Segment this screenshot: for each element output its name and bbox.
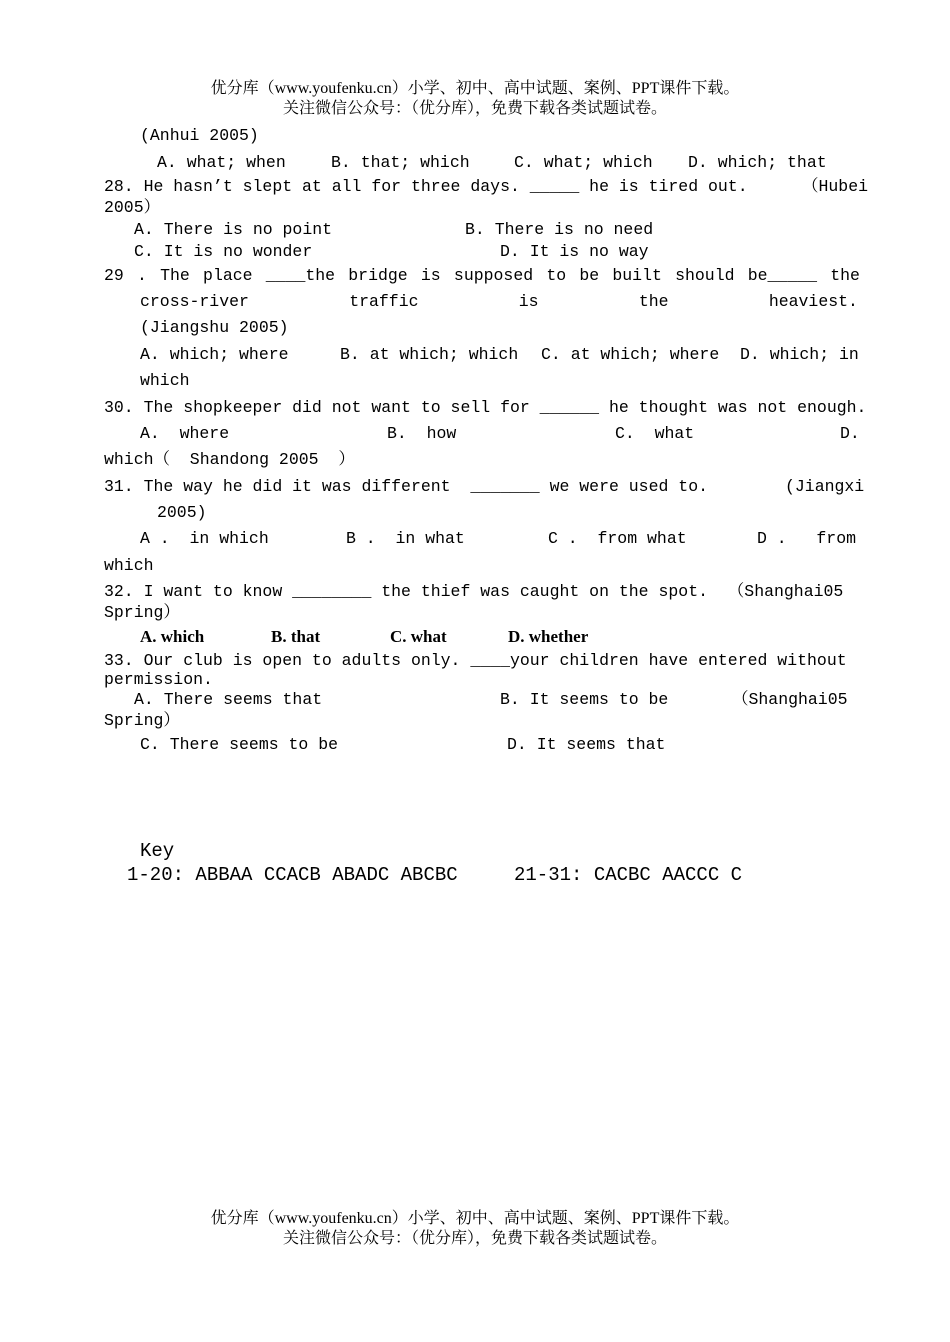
q29-stem-line-1 — [104, 265, 860, 287]
answer-key-part-2: 21-31: CACBC AACCC C — [514, 864, 743, 886]
q32-stem-cont: Spring） — [104, 603, 180, 622]
q28-source-a: （Hubei — [802, 177, 869, 196]
q32-option-d: D. whether — [508, 627, 589, 646]
q29-option-d-cont: which — [140, 371, 190, 390]
footer-line-2: 关注微信公众号：（优分库），免费下载各类试题试卷。 — [282, 1230, 667, 1247]
q27-option-a: A. what; when — [157, 153, 286, 172]
answer-key-title: Key — [140, 840, 175, 862]
q29-word: bridge — [348, 266, 408, 285]
q29-word: be_____ — [747, 266, 818, 285]
q33-option-a: A. There seems that — [134, 690, 323, 709]
q29-word: supposed — [453, 266, 534, 285]
q29-word: The — [160, 266, 190, 285]
q29-word: to — [546, 266, 567, 285]
footer-line-1: 优分库（www.youfenku.cn）小学、初中、高中试题、案例、PPT课件下载。 — [210, 1210, 740, 1227]
q31-option-d: D . from — [757, 529, 857, 548]
q32-stem: 32. I want to know ________ the thief was caught on the spot. （Shanghai05 — [104, 582, 844, 601]
q31-source-b: 2005) — [157, 503, 207, 522]
q29-word: is — [420, 266, 441, 285]
q33-option-b: B. It seems to be — [500, 690, 669, 709]
q30-stem: 30. The shopkeeper did not want to sell for ______ he thought was not enough. — [104, 398, 867, 417]
q32-option-a: A. which — [140, 627, 205, 646]
q30-option-b: B. how — [387, 424, 457, 443]
q29-option-d: D. which; in — [740, 345, 859, 364]
q29-word: built — [612, 266, 662, 285]
q29-word: is — [518, 292, 539, 311]
q27-option-b: B. that; which — [331, 153, 470, 172]
q33-stem: 33. Our club is open to adults only. ____your children have entered without — [104, 651, 847, 670]
q31-stem: 31. The way he did it was different _______ we were used to. — [104, 477, 708, 496]
q32-option-c: C. what — [390, 627, 447, 646]
q29-option-c: C. at which; where — [541, 345, 720, 364]
q33-source-b: Spring） — [104, 711, 180, 730]
q31-option-d-cont: which — [104, 556, 154, 575]
q28-source-b: 2005） — [104, 198, 161, 217]
q29-word: 29 — [104, 266, 124, 285]
q28-option-b: B. There is no need — [465, 220, 654, 239]
q29-word: place — [203, 266, 253, 285]
q33-option-c: C. There seems to be — [140, 735, 339, 754]
header-line-1: 优分库（www.youfenku.cn）小学、初中、高中试题、案例、PPT课件下载。 — [210, 80, 740, 97]
q31-option-a: A . in which — [140, 529, 269, 548]
q29-source: (Jiangshu 2005) — [140, 318, 289, 337]
q33-option-d: D. It seems that — [507, 735, 666, 754]
q31-source-a: (Jiangxi — [785, 477, 865, 496]
q31-option-b: B . in what — [346, 529, 465, 548]
q29-word: be — [579, 266, 600, 285]
q29-option-a: A. which; where — [140, 345, 289, 364]
q29-word: should — [675, 266, 735, 285]
q33-stem-cont: permission. — [104, 670, 213, 689]
q33-source-a: （Shanghai05 — [732, 690, 848, 709]
q29-word: the — [830, 266, 860, 285]
q29-word: ____the — [265, 266, 336, 285]
q27-option-c: C. what; which — [514, 153, 653, 172]
answer-key-part-1: 1-20: ABBAA CCACB ABADC ABCBC — [127, 864, 458, 886]
header-line-2: 关注微信公众号：（优分库），免费下载各类试题试卷。 — [282, 100, 667, 117]
q29-word: . — [137, 266, 147, 285]
q29-word: traffic — [349, 292, 419, 311]
q30-option-d-cont: which（ Shandong 2005 ） — [104, 450, 355, 469]
q29-option-b: B. at which; which — [340, 345, 519, 364]
q27-option-d: D. which; that — [688, 153, 827, 172]
q28-stem: 28. He hasn’t slept at all for three days. _____ he is tired out. — [104, 177, 748, 196]
q29-stem-line-2 — [140, 291, 858, 313]
q28-option-c: C. It is no wonder — [134, 242, 313, 261]
q27-source: (Anhui 2005) — [140, 126, 259, 145]
q30-option-c: C. what — [615, 424, 695, 443]
q30-option-a: A. where — [140, 424, 230, 443]
q32-option-b: B. that — [271, 627, 321, 646]
q29-word: heaviest. — [768, 292, 858, 311]
q31-option-c: C . from what — [548, 529, 687, 548]
q30-option-d: D. — [840, 424, 860, 443]
q28-option-a: A. There is no point — [134, 220, 333, 239]
q28-option-d: D. It is no way — [500, 242, 649, 261]
q29-word: the — [638, 292, 669, 311]
q29-word: cross-river — [140, 292, 249, 311]
